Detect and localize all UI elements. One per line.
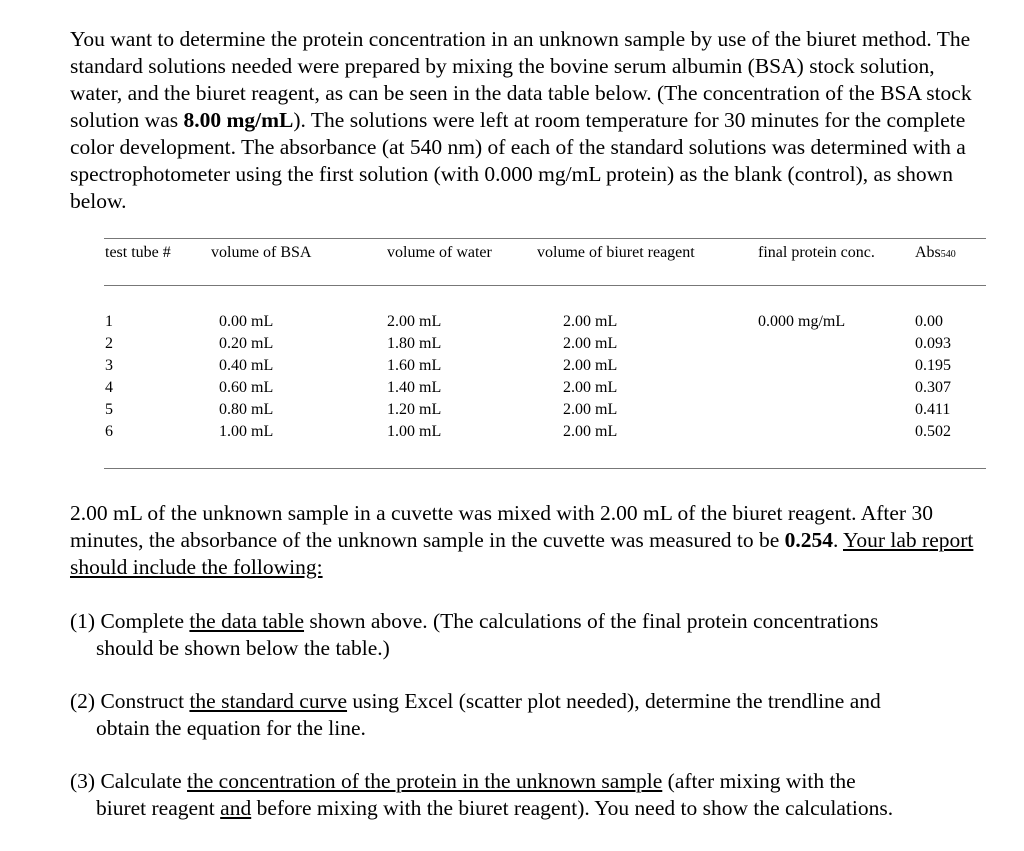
cell-water: 1.40 mL [387, 379, 442, 396]
cell-water: 1.80 mL [387, 335, 442, 352]
cell-water: 2.00 mL [387, 313, 442, 330]
header-volume-bsa: volume of BSA [211, 244, 312, 261]
cell-bsa: 0.20 mL [219, 335, 274, 352]
cell-biuret: 2.00 mL [563, 423, 618, 440]
header-volume-biuret: volume of biuret reagent [537, 244, 695, 261]
cell-bsa: 0.60 mL [219, 379, 274, 396]
cell-biuret: 2.00 mL [563, 401, 618, 418]
header-test-tube: test tube # [105, 244, 171, 261]
item3-lead: (3) Calculate [70, 769, 188, 793]
cell-bsa: 0.80 mL [219, 401, 274, 418]
item3-line1-rest: (after mixing with the [662, 769, 856, 793]
cell-biuret: 2.00 mL [563, 357, 618, 374]
unknown-text: 2.00 mL of the unknown sample in a cuvette was mixed with 2.00 mL of the biuret reagent. After 30 minutes, the absorbance of the unknown sample in the cuvette was measured to be [70, 501, 933, 552]
report-include-heading: Your lab report should include the following: [70, 528, 974, 579]
cell-tube: 4 [105, 379, 113, 396]
cell-abs: 0.411 [915, 401, 951, 418]
cell-biuret: 2.00 mL [563, 379, 618, 396]
cell-abs: 0.093 [915, 335, 951, 352]
cell-tube: 3 [105, 357, 113, 374]
intro-text-1: You want to determine the protein concentration in an unknown sample by use of the biuret method. The standard solutions needed were prepared by mixing the bovine serum albumin (BSA) stock solution, water, and the biuret reagent, as can be seen in the data table below. (The concentration of the BSA stock solution was [70, 27, 972, 132]
table-top-rule [104, 238, 986, 239]
item1-lead: (1) Complete [70, 609, 190, 633]
item2-lead: (2) Construct [70, 689, 190, 713]
item3-line2-a: biuret reagent [96, 796, 221, 820]
header-final-conc: final protein conc. [758, 244, 875, 261]
table-bottom-rule [104, 468, 986, 469]
item3-underlined: the concentration of the protein in the unknown sample [187, 769, 663, 793]
cell-abs: 0.00 [915, 313, 943, 330]
intro-text-2: ). The solutions were left at room temperature for 30 minutes for the complete color development. The absorbance (at 540 nm) of each of the standard solutions was determined with a spectrophotometer using the first solution (with 0.000 mg/mL protein) as the blank (control), as shown below. [70, 108, 966, 213]
intro-paragraph [70, 26, 990, 215]
unknown-sample-paragraph [70, 500, 990, 581]
item2-line1-rest: using Excel (scatter plot needed), determine the trendline and [347, 689, 881, 713]
cell-abs: 0.502 [915, 423, 951, 440]
header-absorbance [915, 243, 956, 265]
cell-water: 1.20 mL [387, 401, 442, 418]
unknown-absorbance-bold: 0.254 [784, 528, 834, 552]
cell-bsa: 0.00 mL [219, 313, 274, 330]
cell-tube: 5 [105, 401, 113, 418]
header-volume-water: volume of water [387, 244, 492, 261]
item2-line2: obtain the equation for the line. [96, 716, 366, 740]
item1-line2: should be shown below the table.) [96, 636, 390, 660]
cell-tube: 1 [105, 313, 113, 330]
cell-tube: 6 [105, 423, 113, 440]
requirement-item-3 [70, 768, 990, 822]
item1-line1-rest: shown above. (The calculations of the final protein concentrations [304, 609, 879, 633]
requirement-item-2 [70, 688, 990, 742]
cell-water: 1.00 mL [387, 423, 442, 440]
cell-water: 1.60 mL [387, 357, 442, 374]
cell-abs: 0.195 [915, 357, 951, 374]
cell-abs: 0.307 [915, 379, 951, 396]
cell-bsa: 1.00 mL [219, 423, 274, 440]
item1-underlined: the data table [189, 609, 305, 633]
intro-bold-concentration: 8.00 mg/mL [183, 108, 294, 132]
unknown-after-bold: . [833, 528, 843, 552]
cell-bsa: 0.40 mL [219, 357, 274, 374]
header-abs-main: Abs [915, 244, 941, 261]
cell-biuret: 2.00 mL [563, 313, 618, 330]
table-header-rule [104, 285, 986, 286]
cell-conc: 0.000 mg/mL [758, 313, 846, 330]
item2-underlined: the standard curve [189, 689, 348, 713]
cell-biuret: 2.00 mL [563, 335, 618, 352]
requirement-item-1 [70, 608, 990, 662]
cell-tube: 2 [105, 335, 113, 352]
item3-line2-b: before mixing with the biuret reagent). You need to show the calculations. [251, 796, 894, 820]
item3-line2-underlined: and [220, 796, 252, 820]
header-abs-subscript: 540 [940, 249, 956, 260]
item3-line2 [70, 795, 990, 822]
